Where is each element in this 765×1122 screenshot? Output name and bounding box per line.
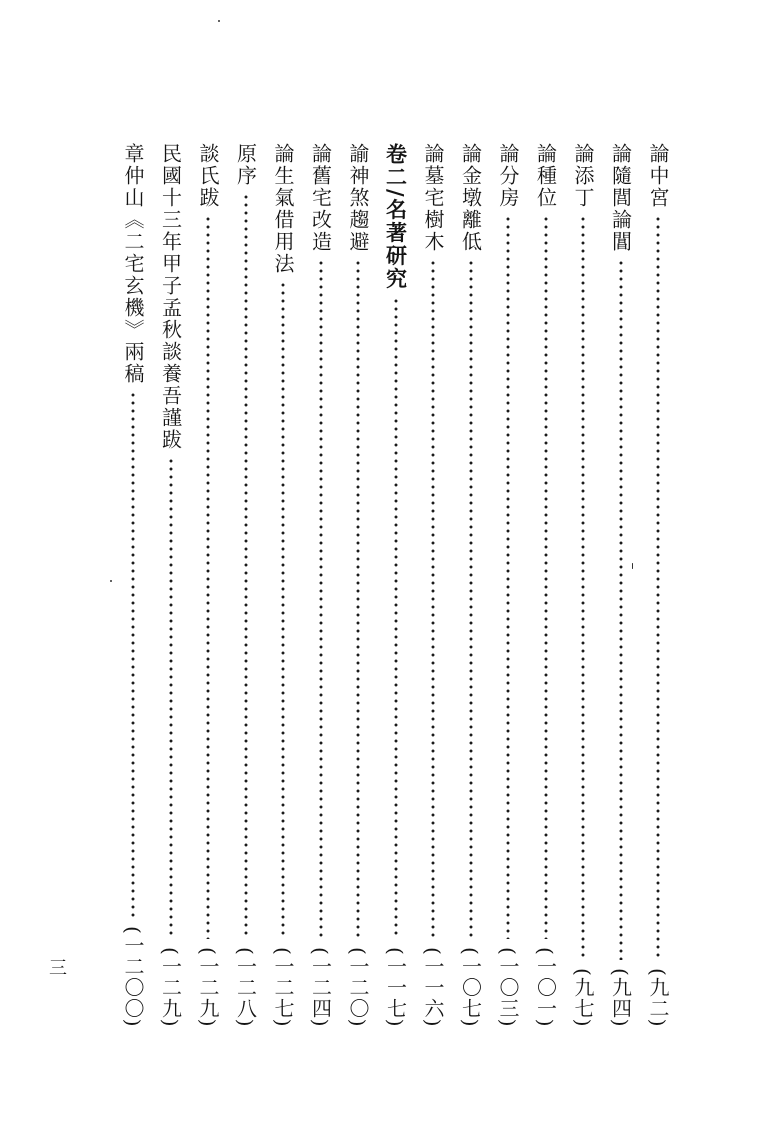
toc-entry-page: (一二〇): [346, 947, 370, 1028]
toc-entry-title: 諭神煞趨避: [346, 143, 370, 253]
toc-entry-title: 章仲山《二宅玄機》兩稿: [121, 143, 145, 385]
print-speck: [632, 563, 633, 569]
toc-entry-page: (一一七): [383, 947, 408, 1028]
dot-leader: [319, 259, 323, 939]
toc-entry-page: (九四): [608, 968, 633, 1028]
dot-leader: [581, 215, 585, 960]
toc-entry-page: (一二九): [158, 947, 183, 1028]
dot-leader: [356, 259, 360, 939]
toc-entry-title: 論種位: [533, 143, 558, 209]
toc-entry-title: 論中宮: [646, 143, 670, 209]
toc-entry-title: 民國十三年甲子孟秋談養吾謹跋: [158, 143, 183, 451]
toc-entry-page: (一二九): [196, 947, 220, 1028]
toc-entry-page: (一二八): [233, 947, 258, 1028]
toc-entry: [193, 143, 223, 1028]
toc-entry: [268, 143, 298, 1028]
dot-leader: [656, 215, 660, 960]
dot-leader: [431, 259, 435, 939]
toc-entry: [643, 143, 673, 1028]
dot-leader: [244, 193, 248, 939]
toc-entry-title: 論金墩離低: [458, 143, 483, 253]
toc-entry-title: 論隨閭論閶: [608, 143, 633, 253]
toc-entry-page: (一二四): [308, 947, 333, 1028]
toc-entry: [418, 143, 448, 1028]
toc-entry-page: (一〇三): [496, 947, 520, 1028]
toc-entry: [493, 143, 523, 1028]
toc-entry-page: (九七): [571, 968, 595, 1028]
dot-leader: [619, 259, 623, 960]
print-speck: [218, 20, 220, 22]
dot-leader: [544, 215, 548, 939]
print-speck: [110, 580, 112, 582]
toc-entry-title: 論舊宅改造: [308, 143, 333, 253]
toc-entry-title: 論墓宅樹木: [421, 143, 445, 253]
dot-leader: [469, 259, 473, 939]
toc-entry-title: 論添丁: [571, 143, 595, 209]
toc-entry-title: 原序: [233, 143, 258, 187]
toc-entry-page: (九二): [646, 968, 670, 1028]
toc-entry-title: 論生氣借用法: [271, 143, 295, 275]
toc-entry: [568, 143, 598, 1028]
toc-section-heading: [381, 143, 411, 1028]
toc-entry: [531, 143, 561, 1028]
dot-leader: [169, 457, 173, 939]
toc-entry: [231, 143, 261, 1028]
page-number: 三: [46, 958, 67, 976]
toc-entry-page: (一〇一): [533, 947, 558, 1028]
dot-leader: [506, 215, 510, 939]
dot-leader: [206, 215, 210, 939]
toc-entry-title: 卷二/名著研究: [383, 143, 409, 291]
dot-leader: [281, 281, 285, 939]
toc-entry-page: (一二〇〇): [121, 926, 145, 1028]
toc-entry: [456, 143, 486, 1028]
toc-entry-title: 談氏跋: [196, 143, 220, 209]
toc-entry-page: (一二七): [271, 947, 295, 1028]
toc-entry-page: (一一六): [421, 947, 445, 1028]
toc-entry: [306, 143, 336, 1028]
dot-leader: [394, 297, 398, 940]
toc-entry: [343, 143, 373, 1028]
toc-entry: [156, 143, 186, 1028]
toc-entry-page: (一〇七): [458, 947, 483, 1028]
dot-leader: [131, 391, 135, 918]
toc-entry: [118, 143, 148, 1028]
toc-entry: [606, 143, 636, 1028]
toc-entry-title: 論分房: [496, 143, 520, 209]
